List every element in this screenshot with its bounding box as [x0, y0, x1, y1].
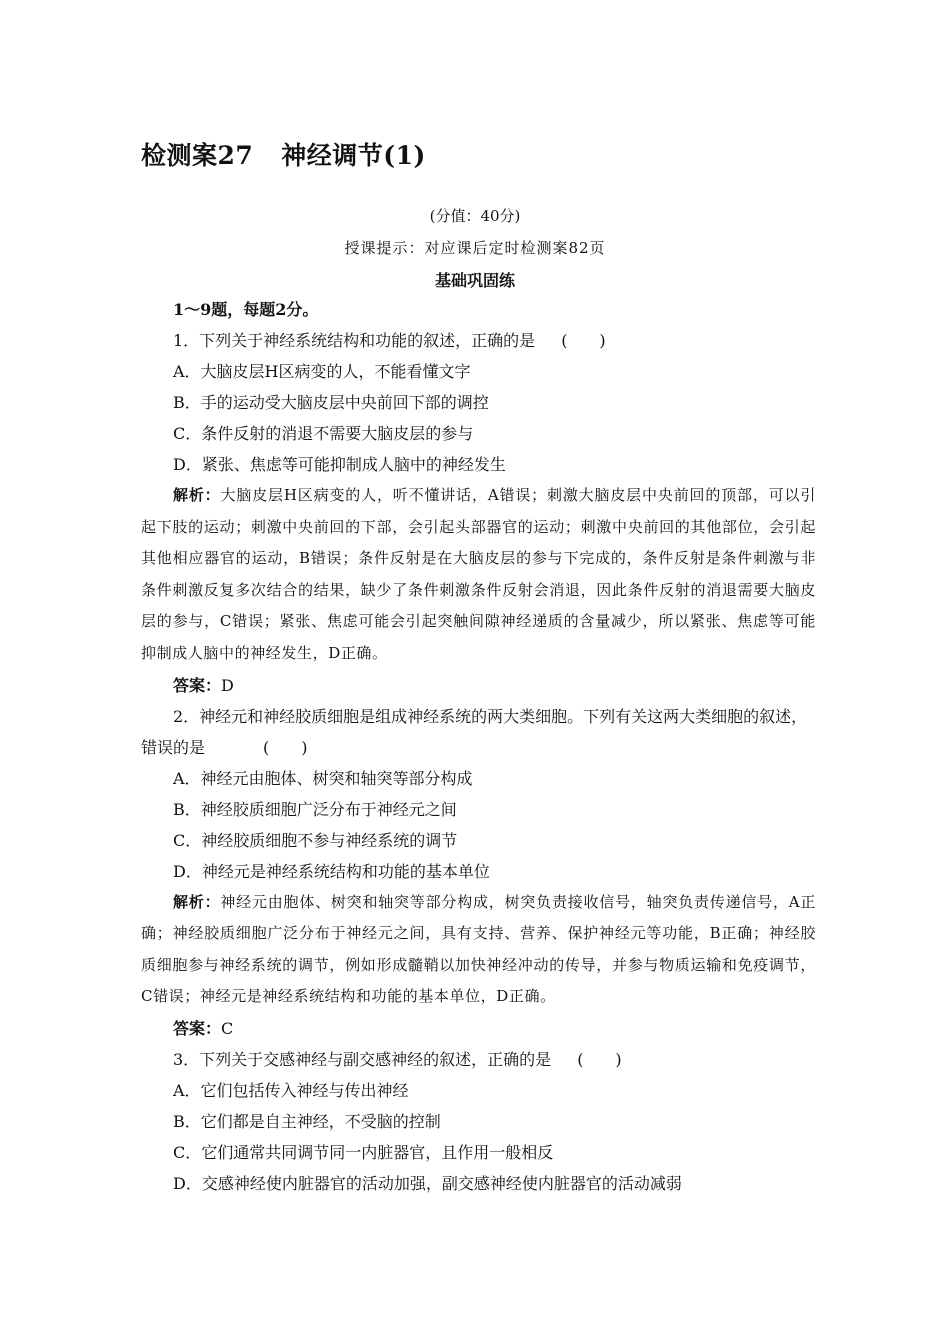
option-a: A．神经元由胞体、树突和轴突等部分构成: [173, 768, 473, 788]
option-b: B．手的运动受大脑皮层中央前回下部的调控: [173, 393, 489, 412]
option-c: C．神经胶质细胞不参与神经系统的调节: [173, 830, 458, 850]
option-d: D．神经元是神经系统结构和功能的基本单位: [173, 861, 490, 881]
option-a: A．它们包括传入神经与传出神经: [173, 1080, 409, 1100]
option-b: B．它们都是自主神经，不受脑的控制: [173, 1111, 441, 1131]
score-note: (分值：40分): [429, 207, 521, 225]
section-heading: 基础巩固练: [434, 271, 515, 290]
question-stem: 3．下列关于交感神经与副交感神经的叙述，正确的是 ( ): [173, 1049, 622, 1069]
option-c: C．它们通常共同调节同一内脏器官，且作用一般相反: [173, 1142, 554, 1162]
explanation: 解析：神经元由胞体、树突和轴突等部分构成，树突负责接收信号，轴突负责传递信号，A正确；神经胶质细胞广泛分布于神经元之间，具有支持、营养、保护神经元等功能，B正确；神经胶质细胞参与神经系统的调节，例如形成髓鞘以加快神经冲动的传导，并参与物质运输和免疫调节，C错误；神经元是神经系统结构和功能的基本单位，D正确。: [141, 892, 816, 1006]
option-d: D．交感神经使内脏器官的活动加强，副交感神经使内脏器官的活动减弱: [173, 1173, 682, 1193]
question-stem: 2．神经元和神经胶质细胞是组成神经系统的两大类细胞。下列有关这两大类细胞的叙述，错误的是 ( ): [141, 706, 808, 757]
title-sub: 神经调节(1): [281, 141, 426, 170]
title-main: 检测案27: [141, 141, 254, 170]
answer: 答案：C: [173, 1018, 234, 1038]
explanation: 解析：大脑皮层H区病变的人，听不懂讲话，A错误；刺激大脑皮层中央前回的顶部，可以引起下肢的运动；刺激中央前回的下部，会引起头部器官的运动；刺激中央前回的其他部位，会引起其他相应器官的运动，B错误；条件反射是在大脑皮层的参与下完成的，条件反射是条件刺激与非条件刺激反复多次结合的结果，缺少了条件刺激条件反射会消退，因此条件反射的消退需要大脑皮层的参与，C错误；紧张、焦虑可能会引起突触间隙神经递质的含量减少，所以紧张、焦虑等可能抑制成人脑中的神经发生，D正确。: [141, 486, 816, 662]
instructions: 1～9题，每题2分。: [173, 300, 319, 319]
page-title: [141, 136, 426, 172]
answer: 答案：D: [173, 675, 234, 695]
option-d: D．紧张、焦虑等可能抑制成人脑中的神经发生: [173, 455, 506, 474]
option-a: A．大脑皮层H区病变的人，不能看懂文字: [173, 362, 471, 381]
option-b: B．神经胶质细胞广泛分布于神经元之间: [173, 799, 457, 819]
lesson-hint: 授课提示：对应课后定时检测案82页: [344, 239, 606, 257]
option-c: C．条件反射的消退不需要大脑皮层的参与: [173, 424, 474, 443]
question-stem: 1．下列关于神经系统结构和功能的叙述，正确的是 ( ): [173, 331, 606, 350]
question-content: [141, 294, 816, 1199]
